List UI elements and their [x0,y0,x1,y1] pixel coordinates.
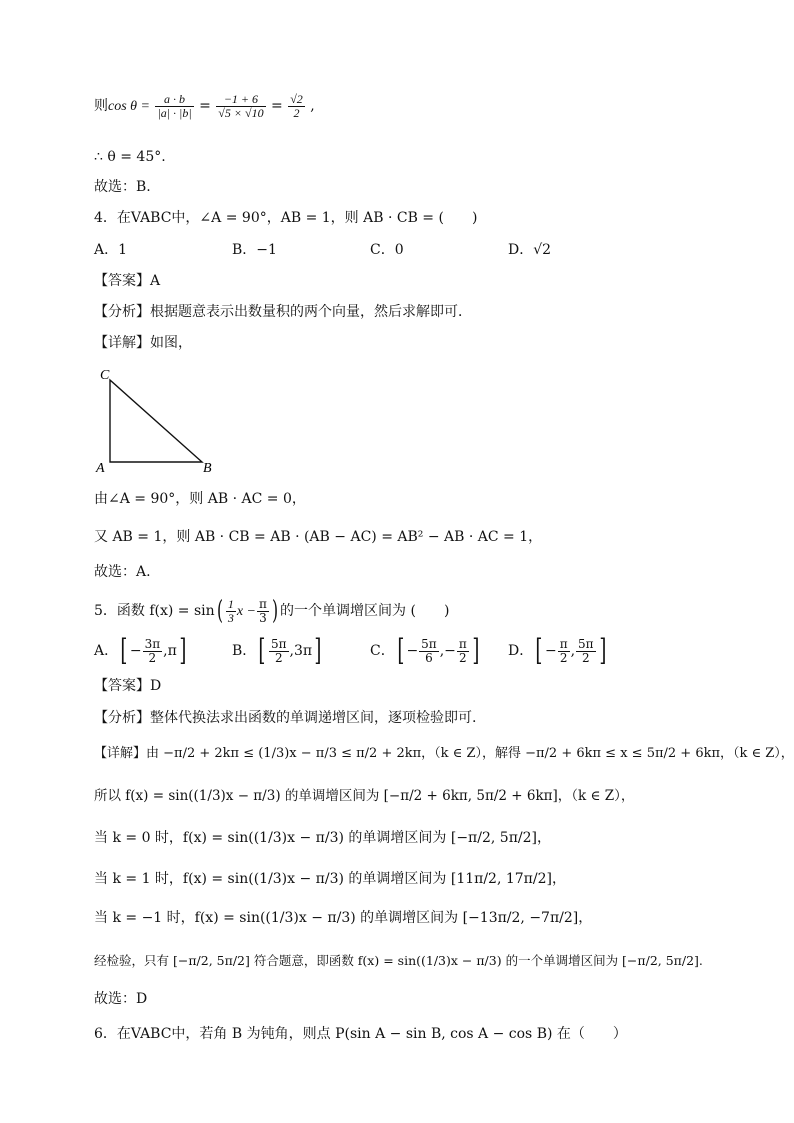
q5-option-c: C．[ − $\frac{5\pi}{6}$ ,− $\frac{\pi}{2}$ ] [370,633,480,668]
q5-answer: 【答案】D [94,678,162,694]
q5-detail-2: 所以 f(x) = sin((1/3)x − π/3) 的单调增区间为 [−π/2 + 6kπ, 5π/2 + 6kπ]，（k ∈ Z）， [94,788,635,804]
q4-choose: 故选：A. [94,564,151,580]
q4-detail: 【详解】如图， [94,335,192,351]
q5-detail-6: 经检验，只有 [−π/2, 5π/2] 符合题意，即函数 f(x) = sin((1/3)x − π/3) 的一个单调增区间为 [−π/2, 5π/2]. [94,953,703,968]
cos-theta: cos θ = [108,99,150,114]
vertex-b-label: B [203,461,212,476]
q5-detail-3: 当 k = 0 时，f(x) = sin((1/3)x − π/3) 的单调增区间为 [−π/2, 5π/2]， [94,830,551,846]
q5-detail-5: 当 k = −1 时，f(x) = sin((1/3)x − π/3) 的单调增区间为 [−13π/2, −7π/2]， [94,910,593,926]
vertex-c-label: C [100,368,110,383]
q4-derivation-1: 由∠A = 90°，则 AB · AC = 0， [94,491,306,507]
triangle-figure [92,362,222,477]
q4-option-b: B．−1 [232,242,277,258]
q6-stem: 6．在VABC中，若角 B 为钝角，则点 P(sin A − sin B, cos A − cos B) 在（ ） [94,1026,627,1042]
q4-option-a: A．1 [94,242,128,258]
q4-derivation-2: 又 AB = 1，则 AB · CB = AB · (AB − AC) = AB² − AB · AC = 1， [94,529,543,545]
q5-choose: 故选：D [94,991,148,1007]
triangle-shape [110,380,202,462]
text-prefix: 则 [94,98,108,114]
q4-answer: 【答案】A [94,273,161,289]
fraction-vectors: $\frac{a \cdot b}{|a| \cdot |b|}$ [157,91,192,120]
cos-formula-line: 则cos θ = $\frac{a \cdot b}{|a| \cdot |b|}$ = $\frac{-1 + 6}{√5 \times √10}$ = $\frac{√2}{2}$ , [94,91,315,120]
q4-stem: 4．在VABC中，∠A = 90°，AB = 1，则 AB · CB = ( ) [94,210,478,226]
q5-option-b: B．[ $\frac{5\pi}{2}$ ,3π] [232,633,322,668]
vertex-a-label: A [96,461,105,476]
q4-option-d: D．√2 [508,242,552,258]
q5-option-d: D．[ − $\frac{\pi}{2}$ , $\frac{5\pi}{2}$ ] [508,633,606,668]
fraction-values: $\frac{-1 + 6}{√5 \times √10}$ [218,91,264,120]
q5-analysis: 【分析】整体代换法求出函数的单调递增区间，逐项检验即可. [94,710,477,726]
fraction-result: $\frac{√2}{2}$ [290,91,303,120]
choose-b: 故选：B. [94,179,151,195]
q4-option-c: C．0 [370,242,404,258]
q5-detail-4: 当 k = 1 时，f(x) = sin((1/3)x − π/3) 的单调增区间为 [11π/2, 17π/2]， [94,871,566,887]
q5-detail-1: 【详解】由 −π/2 + 2kπ ≤ (1/3)x − π/3 ≤ π/2 + 2kπ，（k ∈ Z），解得 −π/2 + 6kπ ≤ x ≤ 5π/2 + 6kπ，（k ∈ Z）， [94,746,794,761]
q5-stem: 5．函数 f(x) = sin( $\frac{1}{3}$ x − $\frac{\pi}{3}$ ) 的一个单调增区间为 ( ) [94,596,450,626]
q5-option-a: A．[ − $\frac{3\pi}{2}$ ,π] [94,633,187,668]
q4-analysis: 【分析】根据题意表示出数量积的两个向量，然后求解即可． [94,304,472,320]
theta-result: ∴ θ = 45°. [94,149,166,165]
